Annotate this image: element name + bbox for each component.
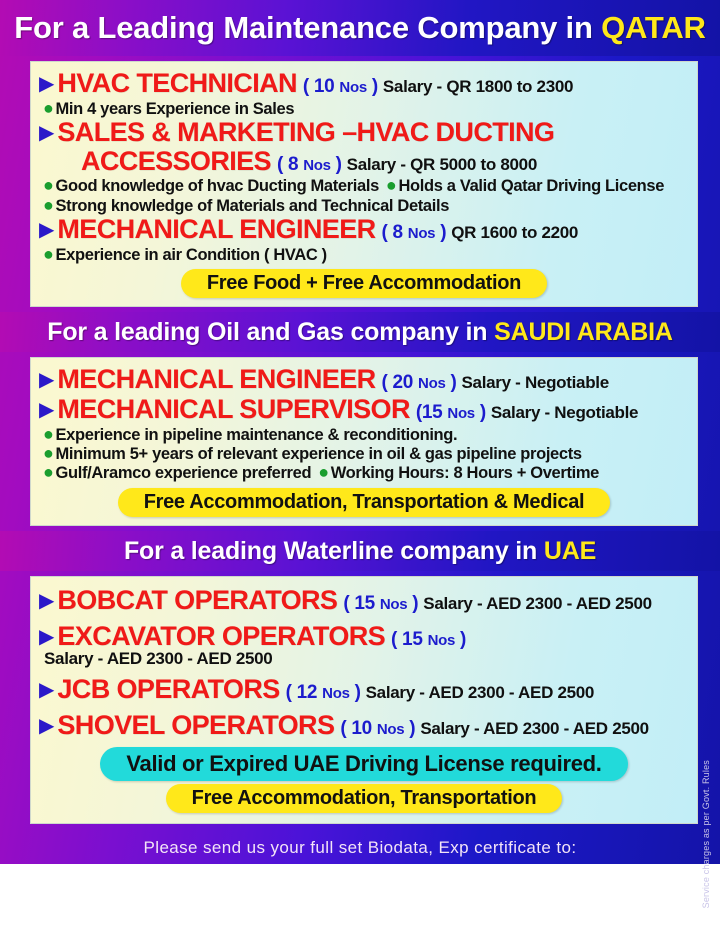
requirement-line	[43, 463, 689, 482]
job-vacancy-close: )	[349, 682, 361, 704]
phone-numbers[interactable]: 9946557660, 9847057660	[424, 869, 720, 900]
licence-requirement-badge: Valid or Expired UAE Driving License required.	[100, 747, 627, 781]
job-title: MECHANICAL SUPERVISOR	[57, 393, 410, 424]
banner-uae-lead: For a leading Waterline company in	[123, 536, 544, 565]
email-label: Email:	[0, 875, 62, 899]
requirement-line	[43, 176, 689, 195]
requirement-text: Working Hours: 8 Hours + Overtime	[330, 464, 599, 483]
benefits-badge: Free Accommodation, Transportation & Medical	[118, 488, 611, 517]
requirement-text: Good knowledge of hvac Ducting Materials	[55, 177, 379, 196]
job-vacancy-close: )	[366, 76, 378, 97]
arrow-icon: ▶	[39, 679, 55, 702]
panel-uae	[30, 576, 698, 824]
requirement-item	[318, 463, 599, 482]
requirement-item	[386, 176, 664, 195]
job-vacancy-number: ( 8	[276, 153, 304, 175]
bullet-icon: ●	[43, 194, 54, 215]
job-vacancy-close: )	[474, 401, 486, 423]
job-vacancy-number: ( 10	[340, 717, 377, 739]
job-salary: Salary - AED 2300 - AED 2500	[365, 683, 595, 703]
job-salary: Salary - QR 5000 to 8000	[346, 154, 537, 174]
requirement-text: Experience in air Condition ( HVAC )	[55, 245, 327, 264]
job-vacancy-count	[391, 630, 466, 650]
job-row	[39, 118, 689, 175]
benefits-row	[39, 269, 689, 298]
job-title-continued: ACCESSORIES	[81, 145, 271, 176]
job-vacancy-number: ( 20	[381, 372, 419, 394]
panel-qatar	[30, 61, 698, 307]
job-vacancy-count	[340, 719, 415, 739]
job-title: MECHANICAL ENGINEER	[57, 214, 376, 245]
job-row	[39, 586, 689, 615]
panel-saudi	[30, 357, 698, 526]
job-title: MECHANICAL ENGINEER	[57, 364, 376, 395]
job-vacancy-count	[382, 373, 457, 393]
requirement-text: Experience in pipeline maintenance & reconditioning.	[55, 425, 458, 444]
benefits-badge: Free Accommodation, Transportation	[166, 784, 563, 813]
banner-qatar-country: QATAR	[601, 10, 706, 45]
job-vacancy-count	[343, 594, 418, 614]
job-title: HVAC TECHNICIAN	[57, 68, 297, 98]
requirement-line	[43, 425, 689, 444]
benefits-row	[39, 488, 689, 517]
requirement-item	[43, 245, 327, 264]
job-vacancy-close: )	[330, 153, 342, 175]
bullet-icon: ●	[43, 423, 54, 444]
arrow-icon: ▶	[39, 589, 55, 612]
banner-uae-country: UAE	[543, 536, 597, 565]
job-vacancy-number: ( 8	[381, 222, 408, 244]
bullet-icon: ●	[43, 443, 54, 463]
benefits-badge: Free Food + Free Accommodation	[181, 269, 547, 298]
requirement-text: Strong knowledge of Materials and Technical Details	[55, 196, 450, 215]
job-vacancy-count	[303, 77, 378, 97]
job-vacancy-number: ( 12	[285, 682, 323, 704]
job-salary: Salary - Negotiable	[461, 373, 609, 393]
contact-line	[0, 869, 720, 900]
licence-requirement-row	[39, 747, 689, 781]
job-vacancy-unit: Nos	[339, 79, 367, 96]
bullet-icon: ●	[43, 175, 54, 196]
job-title: SALES & MARKETING –HVAC DUCTING	[57, 117, 555, 148]
banner-saudi	[0, 312, 720, 352]
bullet-icon: ●	[43, 462, 54, 483]
arrow-icon: ▶	[39, 625, 55, 648]
job-vacancy-count	[382, 223, 447, 243]
email-address[interactable]: jobbiodatas8@gmail.com	[65, 869, 372, 900]
requirement-text: Gulf/Aramco experience preferred	[55, 464, 312, 483]
requirement-item	[43, 196, 449, 215]
requirement-text: Minimum 5+ years of relevant experience in oil & gas pipeline projects	[55, 445, 582, 463]
requirement-line	[43, 99, 689, 118]
job-row	[39, 395, 689, 424]
job-salary: QR 1600 to 2200	[451, 223, 579, 243]
service-charge-note: Service charges as per Govt. Rules	[701, 760, 711, 909]
requirement-line	[43, 245, 689, 264]
job-salary: Salary - AED 2300 - AED 2500	[44, 649, 273, 669]
job-vacancy-close: )	[404, 717, 416, 739]
bullet-icon: ●	[43, 243, 54, 264]
job-salary: Salary - Negotiable	[490, 402, 639, 422]
benefits-row	[39, 784, 689, 813]
job-row	[39, 365, 689, 394]
requirement-item	[43, 444, 582, 463]
job-vacancy-unit: Nos	[322, 685, 350, 703]
arrow-icon: ▶	[39, 219, 55, 242]
job-vacancy-count	[416, 403, 486, 423]
banner-uae	[0, 531, 720, 571]
requirement-item	[43, 425, 457, 444]
footer	[0, 829, 720, 928]
banner-saudi-lead: For a leading Oil and Gas company in	[47, 318, 495, 347]
job-vacancy-unit: Nos	[447, 404, 475, 422]
job-title: SHOVEL OPERATORS	[57, 709, 335, 740]
arrow-icon: ▶	[39, 73, 55, 95]
arrow-icon: ▶	[39, 122, 55, 145]
job-vacancy-unit: Nos	[379, 595, 408, 613]
job-row	[39, 69, 689, 98]
requirement-item	[43, 463, 311, 482]
job-salary: Salary - AED 2300 - AED 2500	[423, 593, 652, 613]
banner-qatar	[0, 0, 720, 56]
requirement-item	[43, 176, 379, 195]
job-title: EXCAVATOR OPERATORS	[57, 620, 386, 651]
job-vacancy-unit: Nos	[303, 156, 331, 174]
bullet-icon: ●	[43, 97, 54, 118]
banner-saudi-country: SAUDI ARABIA	[494, 318, 673, 347]
job-vacancy-unit: Nos	[376, 720, 405, 738]
job-vacancy-number: ( 15	[343, 592, 380, 614]
job-salary: Salary - AED 2300 - AED 2500	[420, 718, 649, 738]
requirement-text: Holds a Valid Qatar Driving License	[398, 177, 665, 196]
arrow-icon: ▶	[39, 714, 55, 737]
arrow-icon: ▶	[39, 369, 55, 392]
phone-label: PH:	[385, 875, 421, 899]
job-vacancy-number: ( 10	[302, 76, 340, 97]
submission-instruction: Please send us your full set Biodata, Exp certificate to:	[143, 838, 577, 858]
agency-licence: SOUMYAA TRAVEL BUREAU - Lic. No.B-872/HYD/PER/1000+/5/8719/2011	[123, 913, 597, 928]
requirement-line	[43, 444, 689, 463]
job-vacancy-close: )	[435, 222, 447, 244]
arrow-icon: ▶	[39, 398, 55, 421]
job-salary: Salary - QR 1800 to 2300	[382, 77, 574, 96]
job-vacancy-unit: Nos	[407, 225, 436, 243]
job-row	[39, 711, 689, 740]
job-row	[39, 215, 689, 244]
job-vacancy-unit: Nos	[427, 631, 456, 649]
job-title: JCB OPERATORS	[57, 674, 280, 705]
bullet-icon: ●	[318, 462, 329, 483]
job-vacancy-close: )	[445, 372, 457, 394]
job-vacancy-number: (15	[415, 401, 448, 423]
job-vacancy-close: )	[455, 628, 467, 650]
banner-qatar-lead: For a Leading Maintenance Company in	[14, 10, 602, 45]
job-title: BOBCAT OPERATORS	[57, 584, 338, 615]
requirement-text: Min 4 years Experience in Sales	[55, 99, 295, 118]
bullet-icon: ●	[385, 175, 397, 196]
job-vacancy-unit: Nos	[418, 375, 446, 393]
job-row	[39, 675, 689, 704]
job-vacancy-close: )	[407, 592, 419, 614]
job-vacancy-count	[286, 683, 361, 703]
job-vacancy-number: ( 15	[391, 628, 428, 650]
requirement-line	[43, 196, 689, 215]
job-vacancy-count	[277, 155, 342, 175]
job-row	[39, 622, 689, 669]
requirement-item	[43, 99, 294, 118]
